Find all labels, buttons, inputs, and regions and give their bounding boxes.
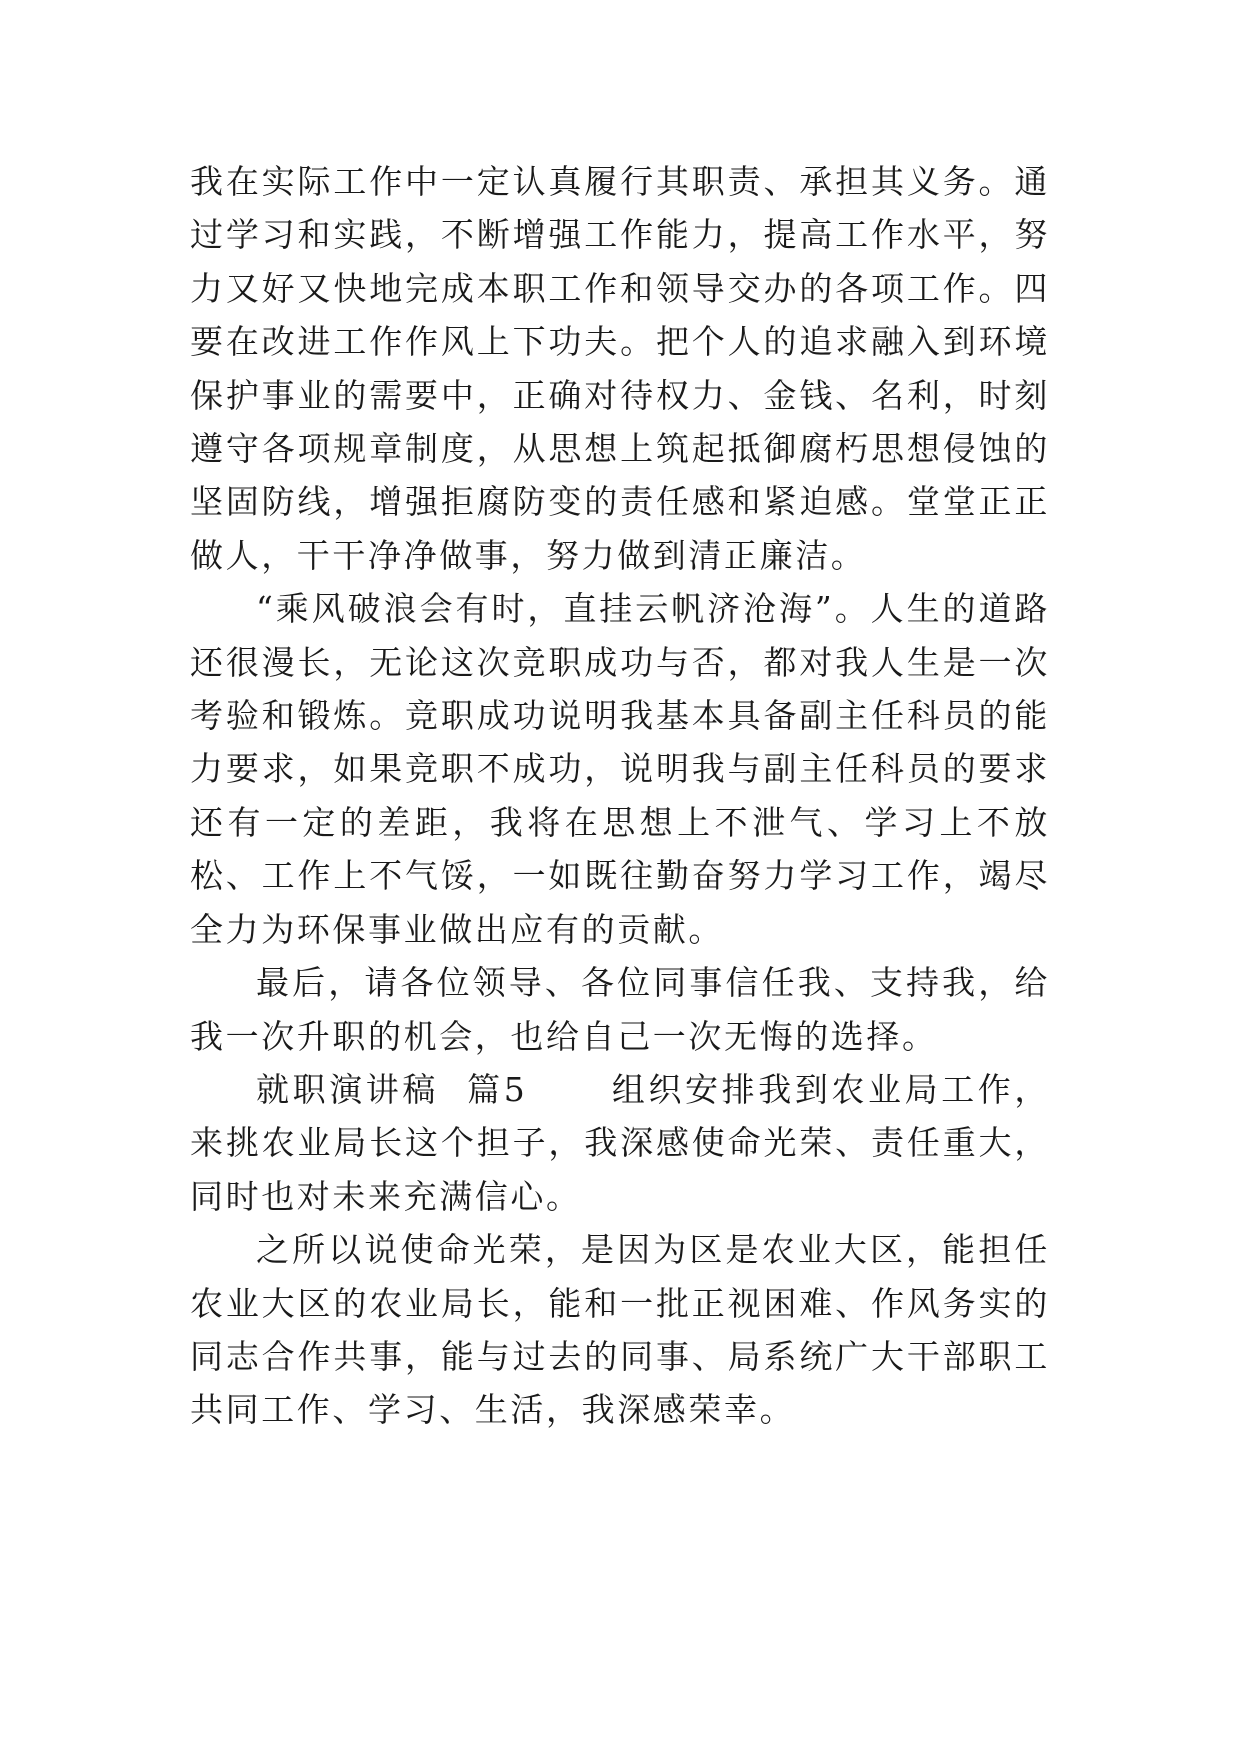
paragraph-3 [190, 956, 1050, 1063]
paragraph-4 [190, 1063, 1050, 1223]
paragraph-text: 我在实际工作中一定认真履行其职责、承担其义务。通过学习和实践，不断增强工作能力，提高工作水平，努力又好又快地完成本职工作和领导交办的各项工作。四要在改进工作作风上下功夫。把个人的追求融入到环境保护事业的需要中，正确对待权力、金钱、名利，时刻遵守各项规章制度，从思想上筑起抵御腐朽思想侵蚀的坚固防线，增强拒腐防变的责任感和紧迫感。堂堂正正做人，干干净净做事，努力做到清正廉洁。 [190, 162, 1050, 575]
paragraph-text: “乘风破浪会有时，直挂云帆济沧海”。人生的道路还很漫长，无论这次竞职成功与否，都对我人生是一次考验和锻炼。竞职成功说明我基本具备副主任科员的能力要求，如果竞职不成功，说明我与副主任科员的要求还有一定的差距，我将在思想上不泄气、学习上不放松、工作上不气馁，一如既往勤奋努力学习工作，竭尽全力为环保事业做出应有的贡献。 [190, 589, 1050, 949]
section-heading: 就职演讲稿 篇5 [256, 1069, 612, 1109]
paragraph-5 [190, 1223, 1050, 1437]
document-body [190, 155, 1050, 1437]
paragraph-2 [190, 582, 1050, 956]
paragraph-text: 最后，请各位领导、各位同事信任我、支持我，给我一次升职的机会，也给自己一次无悔的选择。 [190, 963, 1050, 1056]
paragraph-1 [190, 155, 1050, 582]
paragraph-text: 之所以说使命光荣，是因为区是农业大区，能担任农业大区的农业局长，能和一批正视困难、作风务实的同志合作共事，能与过去的同事、局系统广大干部职工共同工作、学习、生活，我深感荣幸。 [190, 1230, 1050, 1430]
paragraph-text: 组织安排我到农业局工作，来挑农业局长这个担子，我深感使命光荣、责任重大，同时也对未来充满信心。 [190, 1069, 1050, 1216]
